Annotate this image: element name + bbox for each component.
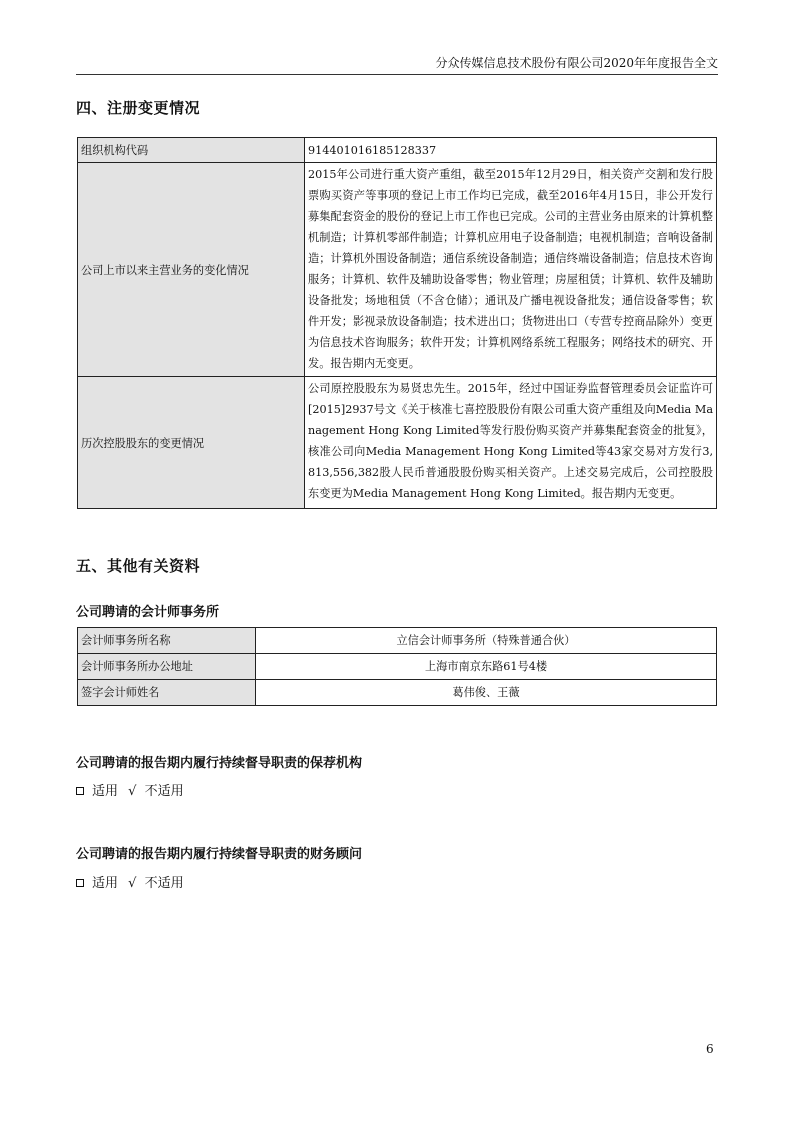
not-applicable-label: 不适用 bbox=[144, 876, 184, 891]
advisor-heading: 公司聘请的报告期内履行持续督导职责的财务顾问 bbox=[76, 847, 363, 862]
table-row bbox=[78, 138, 717, 163]
page-number: 6 bbox=[706, 1042, 714, 1056]
accounting-firm-heading: 公司聘请的会计师事务所 bbox=[76, 605, 220, 620]
checkbox-icon bbox=[76, 787, 84, 795]
applicable-label: 适用 bbox=[92, 876, 119, 891]
sponsor-heading: 公司聘请的报告期内履行持续督导职责的保荐机构 bbox=[76, 756, 363, 771]
table-row bbox=[78, 377, 717, 509]
row-value: 上海市南京东路61号4楼 bbox=[256, 654, 717, 680]
row-label: 组织机构代码 bbox=[78, 138, 305, 163]
sponsor-choice bbox=[76, 780, 184, 799]
check-mark: √ bbox=[128, 784, 137, 799]
section-5-title: 五、其他有关资料 bbox=[76, 557, 201, 575]
applicable-label: 适用 bbox=[92, 784, 119, 799]
section-4-title: 四、注册变更情况 bbox=[76, 99, 201, 117]
not-applicable-label: 不适用 bbox=[144, 784, 184, 799]
row-value: 914401016185128337 bbox=[305, 138, 717, 163]
accounting-firm-table bbox=[77, 627, 717, 706]
row-label: 签字会计师姓名 bbox=[78, 680, 256, 706]
checkbox-icon bbox=[76, 879, 84, 887]
page-header bbox=[76, 54, 718, 75]
report-title: 分众传媒信息技术股份有限公司2020年年度报告全文 bbox=[435, 56, 718, 70]
table-row bbox=[78, 680, 717, 706]
row-label: 公司上市以来主营业务的变化情况 bbox=[78, 163, 305, 377]
table-row bbox=[78, 654, 717, 680]
row-value: 公司原控股股东为易贤忠先生。2015年，经过中国证券监督管理委员会证监许可[2015]2937号文《关于核准七喜控股股份有限公司重大资产重组及向Media Management Hong Kong Limited等发行股份购买资产并募集配套资金的批复》，核准公司向Media Management Hong Kong Limited等43家交易对方发行3,813,556,382股人民币普通股股份购买相关资产。上述交易完成后，公司控股股东变更为Media Management Hong Kong Limited。报告期内无变更。 bbox=[305, 377, 717, 509]
row-value: 葛伟俊、王薇 bbox=[256, 680, 717, 706]
registration-change-table bbox=[77, 137, 717, 509]
table-row bbox=[78, 628, 717, 654]
check-mark: √ bbox=[128, 876, 137, 891]
row-value: 立信会计师事务所（特殊普通合伙） bbox=[256, 628, 717, 654]
row-label: 会计师事务所名称 bbox=[78, 628, 256, 654]
table-row bbox=[78, 163, 717, 377]
row-label: 历次控股股东的变更情况 bbox=[78, 377, 305, 509]
row-value: 2015年公司进行重大资产重组，截至2015年12月29日，相关资产交割和发行股票购买资产等事项的登记上市工作均已完成，截至2016年4月15日，非公开发行募集配套资金的股份的登记上市工作也已完成。公司的主营业务由原来的计算机整机制造；计算机零部件制造；计算机应用电子设备制造；电视机制造；音响设备制造；计算机外围设备制造；通信系统设备制造；通信终端设备制造；信息技术咨询服务；计算机、软件及辅助设备零售；物业管理；房屋租赁；计算机、软件及辅助设备批发；场地租赁（不含仓储）；通讯及广播电视设备批发；通信设备零售；软件开发；影视录放设备制造；技术进出口；货物进出口（专营专控商品除外）变更为信息技术咨询服务；软件开发；计算机网络系统工程服务；网络技术的研究、开发。报告期内无变更。 bbox=[305, 163, 717, 377]
row-label: 会计师事务所办公地址 bbox=[78, 654, 256, 680]
advisor-choice bbox=[76, 872, 184, 891]
